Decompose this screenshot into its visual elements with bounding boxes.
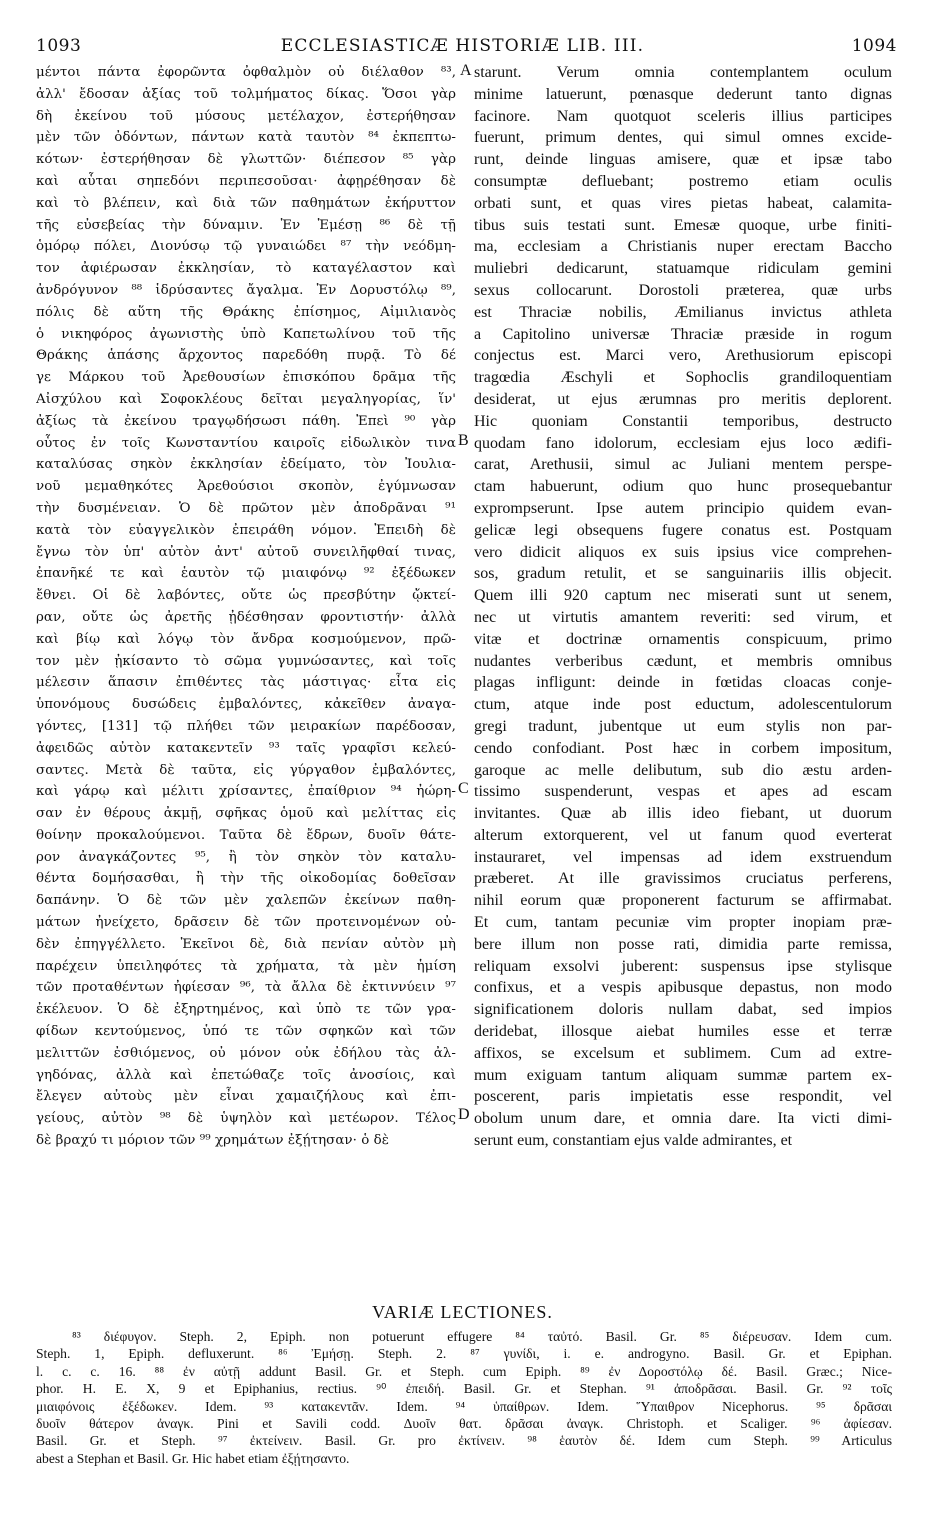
latin-text-line: Hic quoniam Constantii temporibus, destructo: [474, 412, 892, 430]
variant-note-line: abest a Stephan et Basil. Gr. Hic habet etiam ἐξῄτησαντο.: [36, 1450, 350, 1466]
greek-text-line: τῆς εὐσεβείας τὴν δύναμιν. Ἐν Ἐμέσῃ ⁸⁶ δὲ τῇ: [36, 217, 456, 233]
latin-text-line: Quem illi 920 captum nec miserati sunt ut senem,: [474, 587, 892, 605]
latin-text-line: gregi tradunt, jubentque ut eum stylis non par-: [474, 717, 892, 735]
greek-column: [36, 62, 456, 1152]
greek-text-line: ρον ἀναγκάζοντες ⁹⁵, ἢ τὸν σηκὸν τὸν καταλυ-: [36, 849, 456, 865]
greek-text-line: Θράκης ἁπάσης ἄρχοντος παρεδόθη πυρᾷ. Τὸ δέ: [36, 348, 456, 364]
variant-note-line: l. c. c. 16. ⁸⁸ ἐν αὐτῇ addunt Basil. Gr. et Steph. cum Epiph. ⁸⁹ ἐν Δοροστόλῳ δέ. Basil. Græc.; Nice-: [36, 1363, 892, 1379]
latin-text-line: alterum extorquerent, vel ut fanum quod everterat: [474, 826, 892, 844]
greek-text-line: μελιττῶν ἐσθιόμενος, οὐ μόνον οὐκ ἐδήλου τὰς ἀλ-: [36, 1045, 456, 1061]
variae-lectiones-title: VARIÆ LECTIONES.: [372, 1302, 553, 1322]
latin-text-line: a Capitolino universæ Thraciæ præside in rogum: [474, 325, 892, 343]
margin-letter-c: C: [458, 780, 469, 797]
running-title: ECCLESIASTICÆ HISTORIÆ LIB. III.: [280, 36, 645, 56]
greek-text-line: σαντες. Μετὰ δὲ ταῦτα, εἰς γύργαθον ἐμβαλόντες,: [36, 762, 456, 778]
greek-text-line: ἀφειδῶς αὐτὸν κατακεντεῖν ⁹³ ταῖς γραφῖσι κελεύ-: [36, 740, 456, 756]
greek-text-line: καταλύσας σηκὸν ἐκκλησίαν ἐδείματο, τὸν Ἰουλια-: [36, 457, 456, 473]
latin-text-line: deridebat, illosque aiebat humiles esse et terræ: [474, 1023, 892, 1041]
page-number-left: 1093: [36, 36, 82, 56]
latin-text-line: vitæ et doctrinæ ornamentis conspicuum, primo: [474, 630, 892, 648]
greek-text-line: ἔγνω τὸν ὑπ' αὐτὸν ἀντ' αὐτοῦ συνειλῆφθαί τινας,: [36, 544, 456, 560]
greek-text-line: ἐκέλευον. Ὁ δὲ ἐξηρτημένος, καὶ ὑπὸ τε τῶν γρα-: [36, 1002, 456, 1018]
greek-text-line: ἀλλ' ἔδοσαν ἀξίας τοῦ τολμήματος δίκας. Ὅσοι γὰρ: [36, 86, 456, 102]
greek-text-line: καὶ γάρῳ καὶ μέλιτι χρίσαντες, ἐπαίθριον ⁹⁴ ἠώρη-: [36, 784, 456, 800]
greek-text-line: ὁμόρῳ πόλει, Διονύσῳ τῷ γυναιώδει ⁸⁷ τὴν νεόδμη-: [36, 239, 456, 255]
latin-text-line: bere illum non posse rati, dimidia parte remissa,: [474, 935, 892, 953]
greek-text-line: μὲν τῶν ὀδόντων, πάντων κατὰ ταυτὸν ⁸⁴ ἐκπεπτω-: [36, 130, 456, 146]
greek-text-line: γόντες, [131] τῷ πλήθει τῶν μειρακίων παρέδοσαν,: [36, 718, 456, 734]
latin-text-line: tragœdia Æschyli et Sophoclis grandiloquentiam: [474, 369, 892, 387]
latin-text-line: plagas infligunt: deinde in fœtidas cloacas conje-: [474, 674, 892, 692]
greek-text-line: ὑπονόμους δυσώδεις ἐμβαλόντες, κἀκεῖθεν ἀναγα-: [36, 697, 456, 713]
latin-text-line: starunt. Verum omnia contemplantem oculum: [474, 64, 892, 81]
variant-note-line: phor. H. E. X, 9 et Epiphanius, rectius. ⁹⁰ ἐπειδή. Basil. Gr. et Stephan. ⁹¹ ἀποδρᾶσαι. Basil. Gr. ⁹² τοῖς: [36, 1381, 892, 1397]
latin-text-line: confixus, et a vespis apibusque depastus, non modo: [474, 979, 892, 997]
latin-text-line: affixos, se excelsum et sublimem. Cum ad extre-: [474, 1044, 892, 1062]
greek-text-line: Αἰσχύλου καὶ Σοφοκλέους δεῖται μεγαληγορίας, ἵν': [36, 391, 456, 407]
latin-text-line: runt, deinde linguas amisere, quæ et ipsæ tabo: [474, 151, 892, 169]
greek-text-line: καὶ αὗται σηπεδόνι περιπεσοῦσαι· ἀφῃρέθησαν δὲ: [36, 173, 456, 189]
greek-text-line: δὲν ἐπηγγέλλετο. Ἐκεῖνοι δὲ, διὰ πενίαν αὐτὸν μὴ: [36, 936, 456, 952]
latin-text-line: garoque ac melle delibutum, sub dio æstu arden-: [474, 761, 892, 779]
latin-text-line: cendo confodiant. Post hæc in corbem impositum,: [474, 739, 892, 757]
greek-text-line: νοῦ μεμαθηκότες Ἀρεθούσιοι σκοπὸν, ἐγύμνωσαν: [36, 479, 456, 495]
page-header: [0, 36, 925, 64]
latin-text-line: gelicæ legi obsequens fugere conatus est. Postquam: [474, 521, 892, 539]
greek-text-line: παρέχειν ὑπειληφότες τὰ χρήματα, τὰ μὲν ἡμίση: [36, 958, 456, 974]
latin-text-line: instauraret, vel impensas ad idem exstruendum: [474, 848, 892, 866]
greek-text-line: τὴν δυσμένειαν. Ὁ δὲ πρῶτον μὲν ἀποδρᾶναι ⁹¹: [36, 500, 456, 516]
latin-text-line: minime latuerunt, pœnasque dederunt tanto dignas: [474, 85, 892, 103]
greek-text-line: φίδων κεντούμενος, ὑπό τε τῶν σφηκῶν καὶ τῶν: [36, 1024, 456, 1040]
latin-text-line: sos, gradum retulit, et se sanguinariis illis objecit.: [474, 565, 892, 583]
greek-text-line: μέντοι πάντα ἐφορῶντα ὀφθαλμὸν οὐ διέλαθον ⁸³,: [36, 65, 456, 80]
latin-text-line: tissimo suspenderunt, vespas et apes ad escam: [474, 783, 892, 801]
page-number-right: 1094: [851, 36, 897, 56]
latin-text-line: sexus collocarunt. Dorostoli præterea, quæ urbs: [474, 281, 892, 299]
greek-text-line: καὶ τὸ βλέπειν, καὶ διὰ τῶν παθημάτων ἐκήρυττον: [36, 195, 456, 211]
greek-text-line: δὲ βραχύ τι μόριον τῶν ⁹⁹ χρημάτων ἐξῄτησαν· ὁ δὲ: [36, 1133, 389, 1149]
latin-text-line: præberet. At ille gravissimos cruciatus perferens,: [474, 870, 892, 888]
greek-text-line: σαν ἐν θέρους ἀκμῇ, σφῆκας ὁμοῦ καὶ μελίττας εἰς: [36, 806, 456, 822]
latin-text-line: vero didicit aliquos ex suis ipsius vice comprehen-: [474, 543, 892, 561]
latin-text-line: ma, ecclesiam a Christianis nuper erectam Baccho: [474, 238, 892, 256]
greek-text-line: ἔλεγεν αὐτοὺς μὲν εἶναι χαμαιζήλους καὶ ἐπι-: [36, 1089, 456, 1105]
greek-text-line: θέντα δομήσασθαι, ἢ τὴν τῆς οἰκοδομίας δοθεῖσαν: [36, 871, 456, 887]
greek-text-line: ἀξίως τὰ ἐκείνου τραγῳδήσωσι πάθη. Ἐπεὶ ⁹⁰ γὰρ: [36, 413, 456, 429]
margin-letter-a: A: [460, 62, 472, 79]
latin-text-line: serunt eum, constantiam ejus valde admirantes, et: [474, 1132, 793, 1150]
latin-text-line: est Thraciæ nobilis, Æmilianus invictus athleta: [474, 303, 892, 321]
latin-text-line: Et cum, tantam pecuniæ vim propter inopiam præ-: [474, 914, 892, 932]
latin-text-line: tibus suis testati sunt. Emesæ quoque, urbe finiti-: [474, 216, 892, 234]
greek-text-line: δὴ ἐκείνου τοῦ μύσους μετέλαχον, ἐστερήθησαν: [36, 108, 456, 124]
latin-text-line: ctam habuerunt, odium quo hunc prosequebantur: [474, 478, 892, 496]
latin-text-line: orbati sunt, et quas vires pietas habeat, calamita-: [474, 194, 892, 212]
latin-column: [474, 62, 892, 1152]
greek-text-line: οὗτος ἐν τοῖς Κωνσταντίου καιροῖς εἰδωλικὸν τινα: [36, 435, 456, 451]
latin-text-line: consumptæ defluebant; postremo etiam oculis: [474, 172, 892, 190]
greek-text-line: κατὰ τὸν εὐαγγελικὸν ἐπειράθη νόμον. Ἐπειδὴ δὲ: [36, 522, 456, 538]
greek-text-line: τῶν προταθέντων ἠφίεσαν ⁹⁶, τὰ ἄλλα δὲ ἐκτιννύειν ⁹⁷: [36, 980, 456, 996]
variant-note-line: μιαιφόνοις ἐξέδωκεν. Idem. ⁹³ κατακεντᾶν. Idem. ⁹⁴ ὑπαίθρων. Idem. Ὕπαιθρον Nicephorus. ⁹⁵ δρᾶσαι: [36, 1398, 892, 1414]
latin-text-line: mum exiguam tantum aliquam summæ partem ex-: [474, 1066, 892, 1084]
greek-text-line: ἔθνει. Οἱ δὲ λαβόντες, οὔτε ὡς πρεσβύτην ᾤκτεί-: [36, 588, 456, 604]
variant-note-line: ⁸³ διέφυγον. Steph. 2, Epiph. non potuerunt effugere ⁸⁴ ταὐτό. Basil. Gr. ⁸⁵ διέρευσαν. Idem cum.: [72, 1329, 892, 1344]
latin-text-line: quodam fano idolorum, ecclesiam ejus loco ædifi-: [474, 434, 892, 452]
margin-letter-d: D: [458, 1106, 470, 1123]
greek-text-line: γηδόνας, ἀλλὰ καὶ ἐπετώθαζε τοῖς ἀνοσίοις, καὶ: [36, 1067, 456, 1083]
variant-readings-notes: [36, 1328, 892, 1467]
greek-text-line: ραν, οὔτε ὡς ἀρετῆς ᾐδέσθησαν φροντιστήν· ἀλλὰ: [36, 609, 456, 625]
greek-text-line: ὁ νικηφόρος ἀγωνιστὴς ὑπὸ Καπετωλίνου τοῦ τῆς: [36, 326, 456, 342]
greek-text-line: μέλεσιν ἅπασιν ἐπιθέντες τὰς μάστιγας· εἶτα εἰς: [36, 675, 456, 691]
latin-text-line: invitantes. Quæ ab illis ideo fiebant, ut duorum: [474, 805, 892, 823]
latin-text-line: exprompserunt. Ipse autem principio quidem evan-: [474, 499, 892, 517]
latin-text-line: nec ut virtutis amantem reveriti: sed virum, et: [474, 608, 892, 626]
latin-text-line: carat, Arethusii, simul ac Juliani mentem perspe-: [474, 456, 892, 474]
latin-text-line: muliebri dedicarunt, statuamque ridiculam gemini: [474, 260, 892, 278]
greek-text-line: ἀνδρόγυνον ⁸⁸ ἱδρύσαντες ἄγαλμα. Ἐν Δορυστόλῳ ⁸⁹,: [36, 282, 456, 298]
greek-text-line: δαπάνην. Ὁ δὲ τῶν μὲν χαλεπῶν ἐκείνων παθη-: [36, 893, 456, 909]
latin-text-line: obolum unum dare, et omnia dare. Ita victi dimi-: [474, 1110, 892, 1128]
greek-text-line: γε Μάρκου τοῦ Ἀρεθουσίων ἐπισκόπου δρᾶμα τῆς: [36, 370, 456, 386]
latin-text-line: desiderat, ut ejus ærumnas pro meritis deplorent.: [474, 390, 892, 408]
greek-text-line: μάτων ἠνείχετο, δρᾶσειν δὲ τῶν προτεινομένων οὐ-: [36, 915, 456, 931]
greek-text-line: πόλις δὲ αὕτη τῆς Θράκης ἐπίσημος, Αἰμιλιανὸς: [36, 304, 456, 320]
variant-note-line: δυοῖν θάτερον ἀναγκ. Pini et Savili codd. Δυοῖν θατ. δρᾶσαι ἀναγκ. Christoph. et Scaliger. ⁹⁶ ἀφίεσαν.: [36, 1415, 892, 1431]
greek-text-line: κότων· ἐστερήθησαν δὲ γλωττῶν· διέπεσον ⁸⁵ γὰρ: [36, 152, 456, 168]
greek-text-line: τον ἀφιέρωσαν ἐκκλησίαν, τὸ καταγέλαστον καὶ: [36, 261, 456, 277]
greek-text-line: τον μὲν ᾐκίσαντο τὸ σῶμα γυμνώσαντες, καὶ τοῖς: [36, 653, 456, 669]
latin-text-line: fuerunt, primum dentes, qui simul omnes excide-: [474, 129, 892, 147]
latin-text-line: reliquam exsolvi juberent: suspensus ipse stylisque: [474, 957, 892, 975]
variant-note-line: Steph. 1, Epiph. defluxerunt. ⁸⁶ Ἐμήσῃ. Steph. 2. ⁸⁷ γυνίδι, i. e. androgyno. Basil. Gr. et Epiphan.: [36, 1346, 892, 1362]
greek-text-line: θοίνην προκαλούμενοι. Ταῦτα δὲ ἔδρων, δυοῖν θάτε-: [36, 827, 456, 843]
latin-text-line: poscerent, paris impietatis esse respondit, vel: [474, 1088, 892, 1106]
latin-text-line: conjectus est. Marci vero, Arethusiorum episcopi: [474, 347, 892, 365]
latin-text-line: facinore. Nam quotquot sceleris illius participes: [474, 107, 892, 125]
margin-letter-b: B: [458, 432, 469, 449]
greek-text-line: καὶ βίῳ καὶ λόγῳ τὸν ἄνδρα κοσμούμενον, πρῶ-: [36, 631, 456, 647]
latin-text-line: significationem doloris nullam dabat, sed impios: [474, 1001, 892, 1019]
latin-text-line: nudantes verberibus cædunt, et membris omnibus: [474, 652, 892, 670]
latin-text-line: ctum, atque inde post eductum, adolescentulorum: [474, 696, 892, 714]
greek-text-line: γείους, αὐτὸν ⁹⁸ δὲ ὑψηλὸν καὶ μετέωρον. Τέλος: [36, 1111, 456, 1127]
latin-text-line: nihil eorum quæ proponerent facturum se affirmabat.: [474, 892, 892, 910]
greek-text-line: ἐπανῆκέ τε καὶ ἑαυτὸν τῷ μιαιφόνῳ ⁹² ἐξέδωκεν: [36, 566, 456, 582]
variant-note-line: Basil. Gr. et Steph. ⁹⁷ ἐκτείνειν. Basil. Gr. pro ἐκτίνειν. ⁹⁸ ἑαυτὸν δέ. Idem cum Steph. ⁹⁹ Articulus: [36, 1433, 892, 1449]
